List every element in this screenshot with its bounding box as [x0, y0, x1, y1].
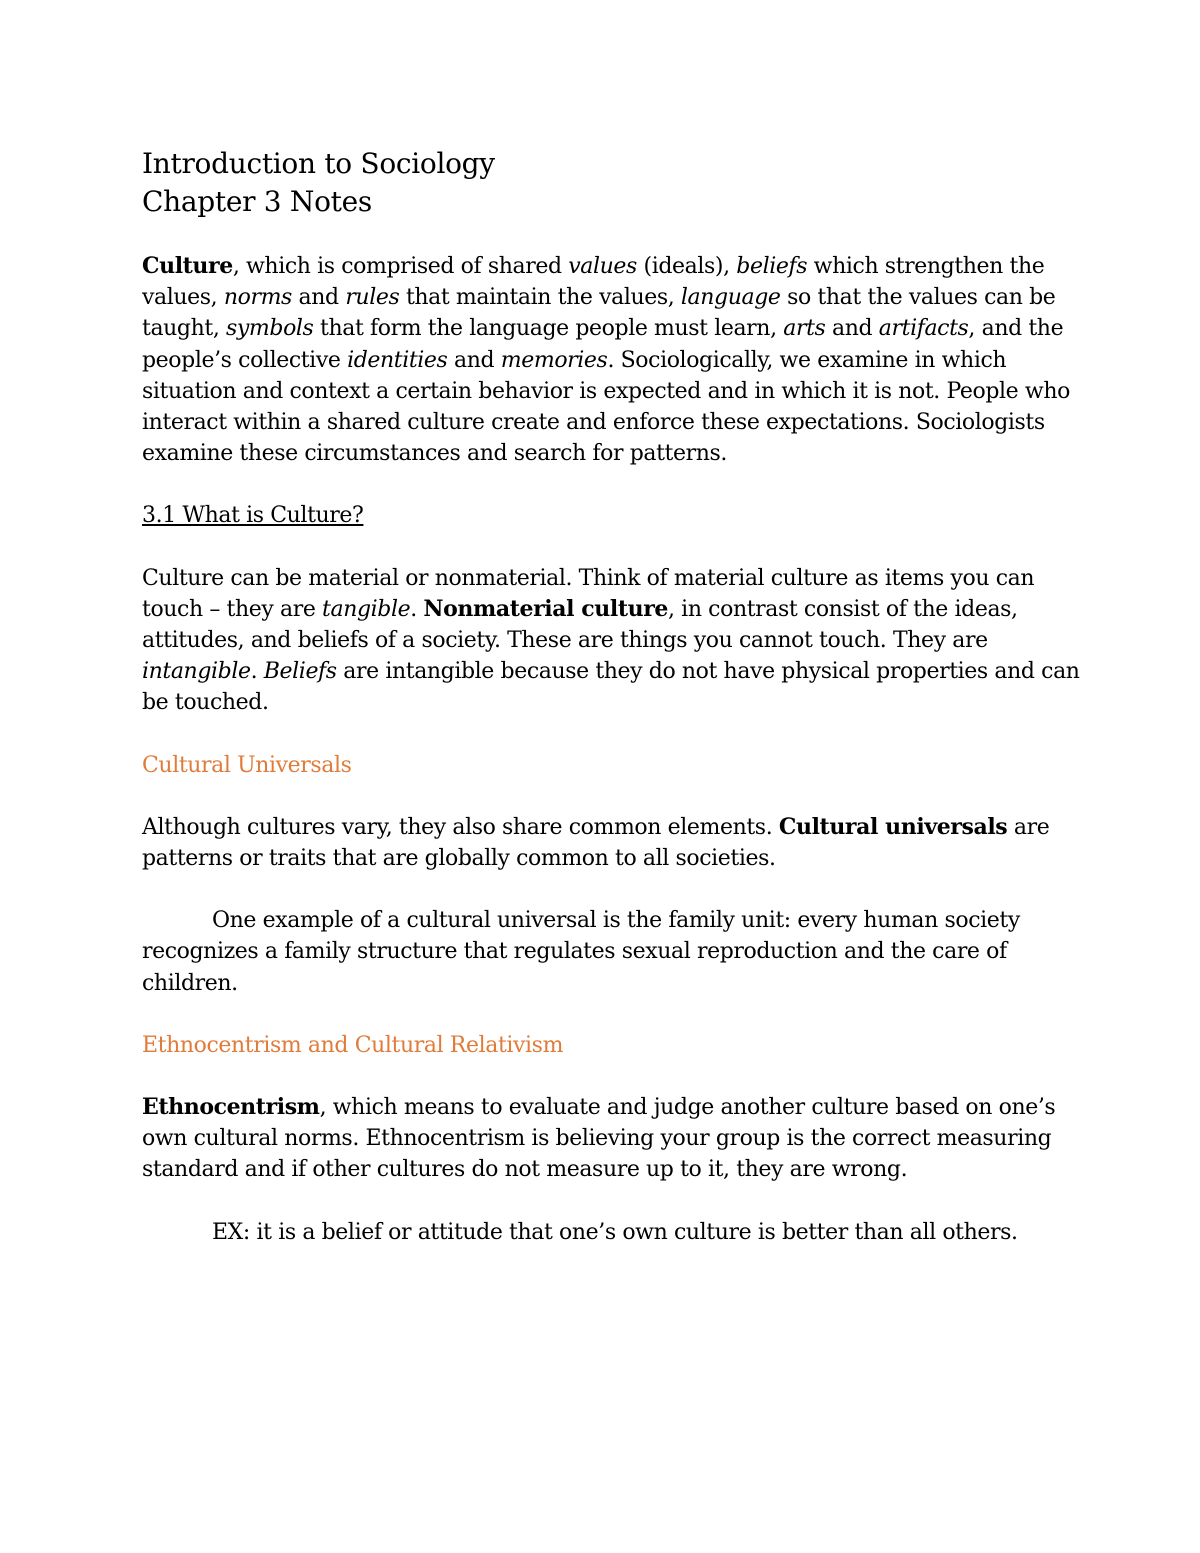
term-identities: identities: [347, 347, 448, 373]
term-culture: Culture: [142, 253, 233, 279]
intro-paragraph: Culture, which is comprised of shared values (ideals), beliefs which strengthen the values, norms and rules that maintain the values, language so that the values can be taught, symbols that form the language people must learn, arts and artifacts, and the people’s collective identities and memories. Sociologically, we examine in which situation and context a certain behavior is expected and in which it is not. People who interact within a shared culture create and enforce these expectations. Sociologists examine these circumstances and search for patterns.: [142, 253, 1070, 467]
term-norms: norms: [223, 285, 292, 311]
section-heading-3-1: 3.1 What is Culture?: [142, 503, 364, 529]
heading-ethnocentrism: Ethnocentrism and Cultural Relativism: [142, 1032, 564, 1058]
heading-cultural-universals: Cultural Universals: [142, 752, 352, 778]
term-tangible: tangible: [322, 596, 411, 622]
term-intangible: intangible: [142, 659, 251, 685]
ethnocentrism-example: EX: it is a belief or attitude that one’s own culture is better than all others.: [212, 1219, 1018, 1245]
term-rules: rules: [345, 285, 400, 311]
term-symbols: symbols: [226, 316, 314, 342]
term-ethnocentrism: Ethnocentrism: [142, 1094, 320, 1121]
term-values: values: [568, 254, 637, 279]
term-nonmaterial-culture: Nonmaterial culture: [423, 595, 668, 622]
document-page: [142, 142, 1082, 1248]
chapter-title: Chapter 3 Notes: [142, 185, 372, 218]
term-cultural-universals: Cultural universals: [778, 813, 1008, 840]
term-artifacts: artifacts: [878, 316, 969, 342]
term-beliefs: beliefs: [736, 254, 808, 279]
term-memories: memories: [500, 347, 608, 373]
term-beliefs-2: Beliefs: [263, 659, 337, 685]
ethnocentrism-paragraph: Ethnocentrism, which means to evaluate and judge another culture based on one’s own cultural norms. Ethnocentrism is believing your group is the correct measuring standard and if other cultures do not measure up to it, they are wrong.: [142, 1094, 1056, 1183]
family-unit-example: One example of a cultural universal is the family unit: every human society recognizes a family structure that regulates sexual reproduction and the care of children.: [142, 908, 1020, 996]
course-title: Introduction to Sociology: [142, 147, 495, 180]
culture-types-paragraph: Culture can be material or nonmaterial. Think of material culture as items you can touch – they are tangible. Nonmaterial culture, in contrast consist of the ideas, attitudes, and beliefs of a society. These are things you cannot touch. They are intangible. Beliefs are intangible because they do not have physical properties and can be touched.: [142, 565, 1080, 716]
cultural-universals-paragraph: Although cultures vary, they also share common elements. Cultural universals are patterns or traits that are globally common to all societies.: [142, 813, 1050, 872]
term-language: language: [680, 285, 781, 311]
term-arts: arts: [783, 316, 826, 342]
